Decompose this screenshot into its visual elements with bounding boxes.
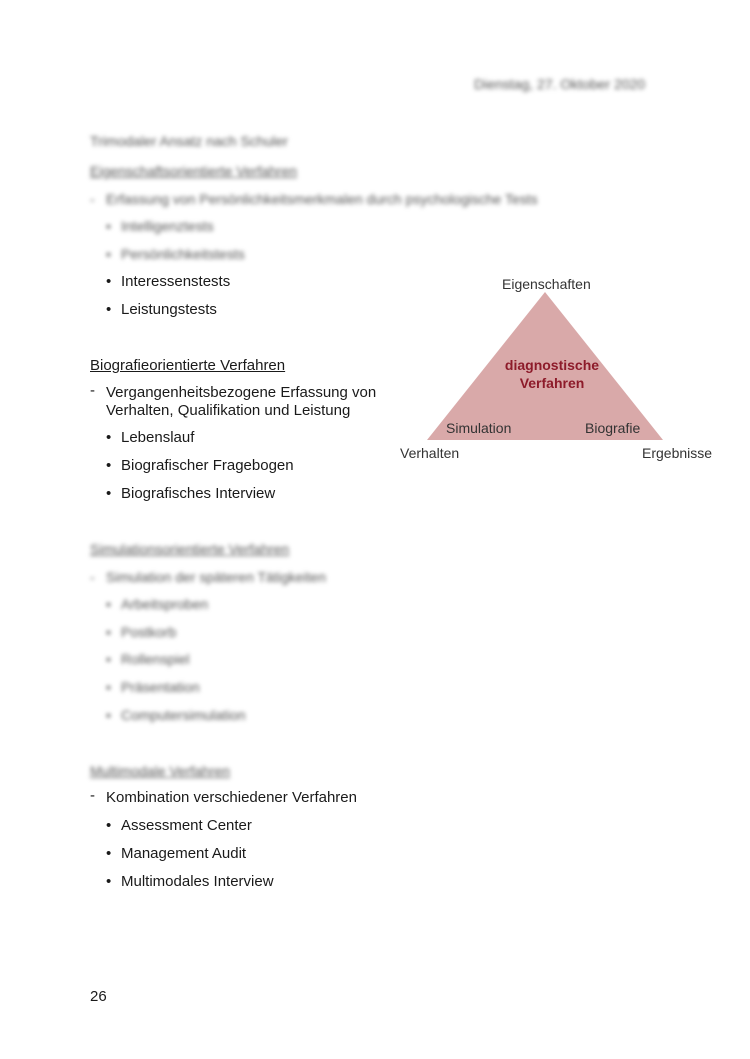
section-heading-eigenschaft: Eigenschaftsorientierte Verfahren [90, 163, 298, 179]
list-item: Postkorb [121, 624, 177, 640]
dash-marker: - [90, 569, 95, 585]
section-intro-biografie-line2: Verhalten, Qualifikation und Leistung [106, 402, 351, 419]
bullet-marker: • [106, 596, 111, 612]
list-item: • Assessment Center [121, 817, 252, 834]
dash-marker: - [90, 191, 95, 207]
list-item: Rollenspiel [121, 651, 190, 667]
diagram-label-biografie: Biografie [585, 420, 641, 436]
section-intro-multimodal: Kombination verschiedener Verfahren [106, 789, 357, 806]
list-item: Präsentation [121, 679, 200, 695]
bullet-marker: • [106, 246, 111, 262]
section-heading-multimodal: Multimodale Verfahren [90, 763, 231, 779]
list-item: • Biografischer Fragebogen [121, 457, 294, 474]
diagram-center-label [496, 356, 608, 392]
diagram-center-line2: Verfahren [519, 375, 585, 391]
list-item: Computersimulation [121, 707, 246, 723]
list-item: • Biografisches Interview [121, 485, 275, 502]
list-item: Persönlichkeitstests [121, 246, 245, 262]
diagram-center-line1: diagnostische [504, 357, 600, 373]
bullet-marker: • [106, 624, 111, 640]
diagram-label-ergebnisse: Ergebnisse [642, 445, 713, 461]
section-intro-simulation: Simulation der späteren Tätigkeiten [106, 569, 326, 585]
diagram-label-top: Eigenschaften [502, 276, 591, 292]
page-date: Dienstag, 27. Oktober 2020 [474, 76, 646, 92]
section-intro-eigenschaft: Erfassung von Persönlichkeitsmerkmalen durch psychologische Tests [106, 191, 538, 207]
dash-marker: - [90, 787, 95, 804]
section-heading-biografie: Biografieorientierte Verfahren [90, 357, 286, 374]
page-number: 26 [90, 988, 107, 1005]
bullet-marker: • [106, 707, 111, 723]
diagram-label-verhalten: Verhalten [400, 445, 460, 461]
list-item: • Interessenstests [121, 273, 230, 290]
bullet-marker: • [106, 679, 111, 695]
bullet-marker: • [106, 218, 111, 234]
diagram-label-simulation: Simulation [446, 420, 512, 436]
dash-marker: - [90, 382, 95, 399]
list-item: • Multimodales Interview [121, 873, 274, 890]
bullet-marker: • [106, 651, 111, 667]
section-heading-simulation: Simulationsorientierte Verfahren [90, 541, 290, 557]
section-intro-biografie-line1: Vergangenheitsbezogene Erfassung von [106, 384, 377, 401]
list-item: • Lebenslauf [121, 429, 194, 446]
list-item: • Management Audit [121, 845, 246, 862]
list-item: Intelligenztests [121, 218, 214, 234]
list-item: Arbeitsproben [121, 596, 209, 612]
list-item: • Leistungstests [121, 301, 217, 318]
document-title: Trimodaler Ansatz nach Schuler [90, 133, 288, 149]
